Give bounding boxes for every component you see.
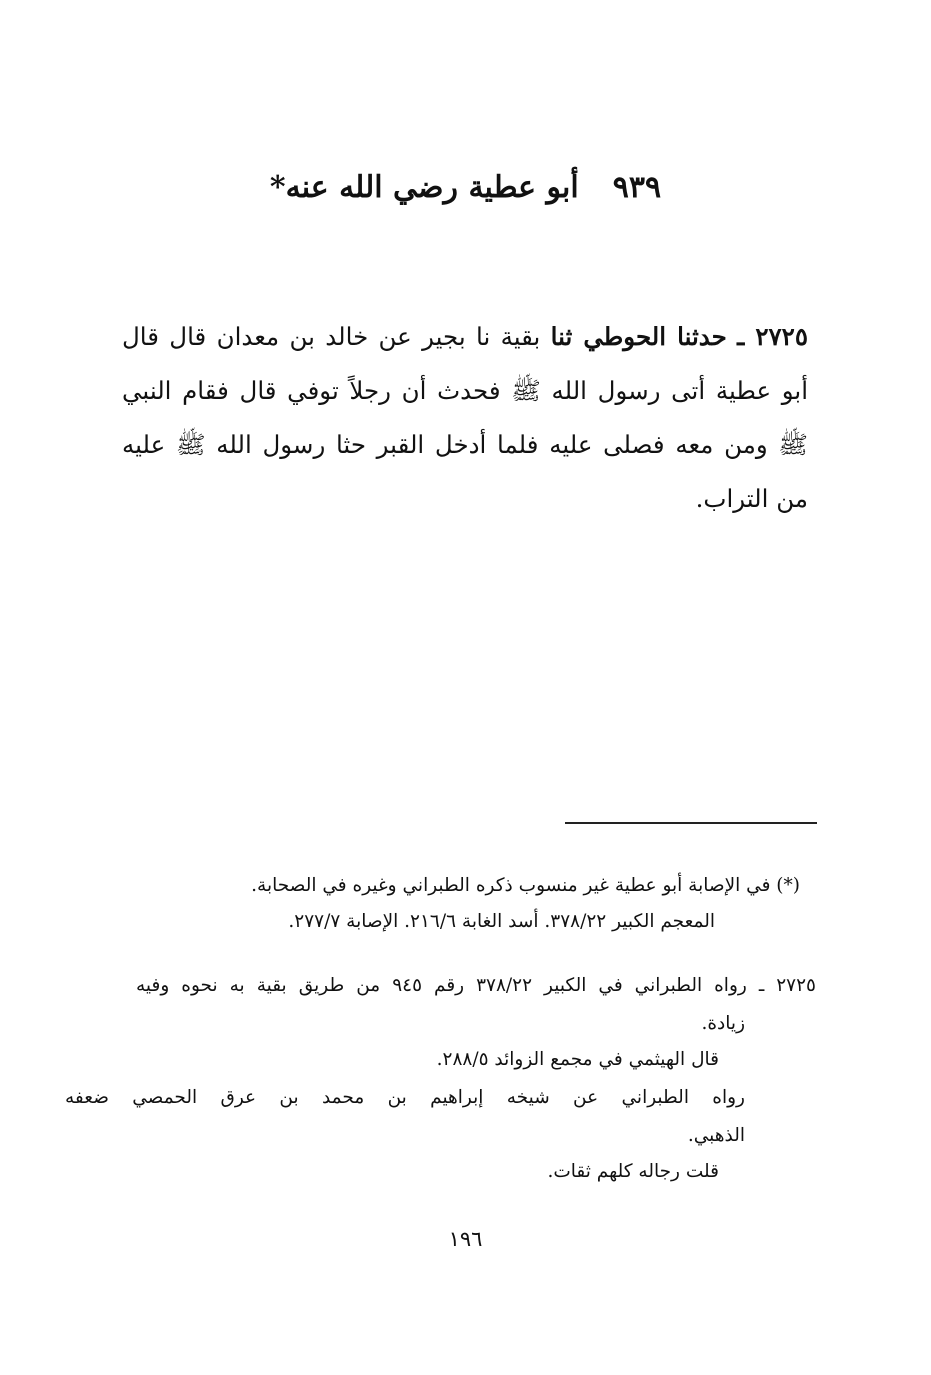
footnote-star-line-2: المعجم الكبير ٣٧٨/٢٢. أسد الغابة ٢١٦/٦. الإصابة ٢٧٧/٧. xyxy=(288,911,715,932)
footnote-2725-line-2: زيادة. xyxy=(701,1013,745,1034)
section-heading xyxy=(0,166,931,210)
footnote-2725-line-3: قال الهيثمي في مجمع الزوائد ٢٨٨/٥. xyxy=(436,1049,719,1070)
footnote-2725-line-4: رواه الطبراني عن شيخه إبراهيم بن محمد بن عرق الحمصي ضعفه xyxy=(65,1087,745,1108)
footnote-star-line-1: (*) في الإصابة أبو عطية غير منسوب ذكره الطبراني وغيره في الصحابة. xyxy=(251,875,800,896)
hadith-paragraph xyxy=(122,310,808,526)
footnote-2725-line-6: قلت رجاله كلهم ثقات. xyxy=(547,1161,719,1182)
hadith-number: ٢٧٢٥ ـ xyxy=(737,322,808,351)
footnote-2725-line-1: ٢٧٢٥ ـ رواه الطبراني في الكبير ٣٧٨/٢٢ رقم ٩٤٥ من طريق بقية به نحوه وفيه xyxy=(136,975,816,996)
footnote-separator xyxy=(565,822,817,824)
section-title: أبو عطية رضي الله عنه* xyxy=(269,170,579,205)
section-number: ٩٣٩ xyxy=(612,170,662,205)
page-number: ١٩٦ xyxy=(448,1227,483,1251)
hadith-text-block xyxy=(122,310,808,526)
footnote-2725-line-5: الذهبي. xyxy=(687,1125,745,1146)
hadith-opening: حدثنا الحوطي ثنا xyxy=(550,322,727,351)
hadith-body: بقية نا بجير عن خالد بن معدان قال قال أبو عطية أتى رسول الله ﷺ فحدث أن رجلاً توفي قال فقام النبي ﷺ ومن معه فصلى عليه فلما أدخل القبر حثا رسول الله ﷺ عليه من التراب. xyxy=(122,322,808,513)
